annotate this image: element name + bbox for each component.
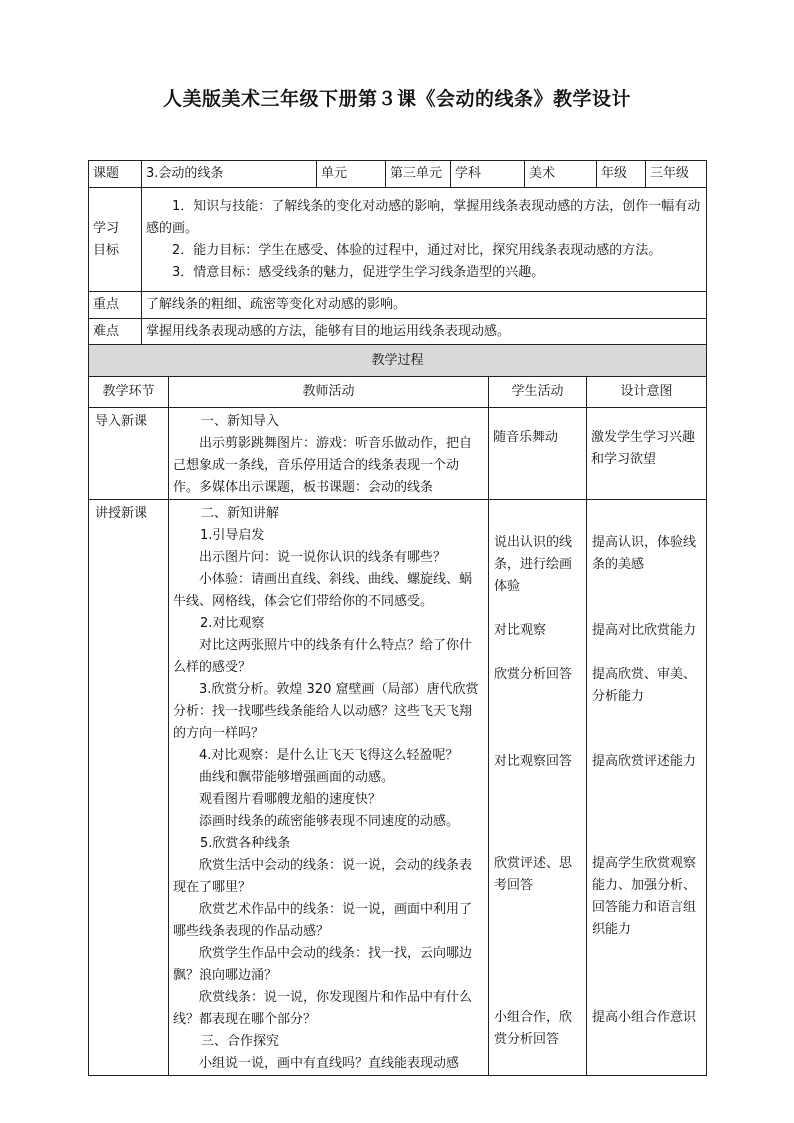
topic-label: 课题 [89,161,142,188]
design-purpose: 提高学生欣赏观察能力、加强分析、回答能力和语言组织能力 [592,856,697,937]
design-purpose: 提高欣赏评述能力 [592,754,697,769]
student-intro: 随音乐舞动 [489,408,587,500]
student-activity: 说出认识的线条，进行绘画体验 [494,535,573,594]
unit-label: 单元 [317,161,386,188]
grade-label: 年级 [597,161,646,188]
column-header-student: 学生活动 [489,377,587,408]
teacher-intro: 一、新知导入 出示剪影跳舞图片：游戏：听音乐做动作，把自己想象成一条线，音乐停用适合的线条表现一个动作。多媒体出示课题，板书课题：会动的线条 [169,408,489,500]
objective-item: 1．知识与技能：了解线条的变化对动感的影响，掌握用线条表现动感的方法，创作一幅有动感的画。 [146,198,701,236]
topic-value: 3.会动的线条 [142,161,317,188]
subject-label: 学科 [451,161,525,188]
page-title: 人美版美术三年级下册第３课《会动的线条》教学设计 [162,88,631,110]
purpose-new [587,500,707,1076]
design-purpose: 提高小组合作意识 [592,1010,697,1025]
objectives-cell [142,188,707,292]
process-heading: 教学过程 [89,345,707,377]
difficulty-text: 掌握用线条表现动感的方法，能够有目的地运用线条表现动感。 [142,319,707,345]
subject-value: 美术 [525,161,597,188]
column-header-teacher: 教师活动 [169,377,489,408]
key-point-text: 了解线条的粗细、疏密等变化对动感的影响。 [142,292,707,319]
column-header-stage: 教学环节 [89,377,169,408]
design-purpose: 提高对比欣赏能力 [592,623,697,638]
stage-new: 讲授新课 [89,500,169,1076]
student-activity: 欣赏分析回答 [494,667,573,682]
column-header-purpose: 设计意图 [587,377,707,408]
unit-value: 第三单元 [386,161,451,188]
design-purpose: 提高认识，体验线条的美感 [592,535,697,572]
difficulty-label: 难点 [89,319,142,345]
process-table [88,344,707,1076]
student-activity: 欣赏评述、思考回答 [494,856,573,893]
objective-item: 2．能力目标：学生在感受、体验的过程中，通过对比，探究用线条表现动感的方法。 [172,242,662,258]
objective-item: 3．情意目标：感受线条的魅力，促进学生学习线条造型的兴趣。 [172,264,545,280]
student-activity: 对比观察回答 [494,754,573,769]
teacher-new: 二、新知讲解 1.引导启发 出示图片问：说一说你认识的线条有哪些？ 小体验：请画出直线、斜线、曲线、螺旋线、蜗牛线、网格线，体会它们带给你的不同感受。 2.对比观察 对比这两张照片中的线条有什么特点？给了你什么样的感受？ 3.欣赏分析。敦煌 320 窟壁画（局部）唐代欣赏分析：找一找哪些线条能给人以动感？这些飞天飞翔的方向一样吗？ 4.对比观察：是什么让飞天飞得这么轻盈呢？ 曲线和飘带能够增强画面的动感。 观看图片看哪艘龙船的速度快？ 添画时线条的疏密能够表现不同速度的动感。 5.欣赏各种线条 欣赏生活中会动的线条：说一说，会动的线条表现在了哪里？ 欣赏艺术作品中的线条：说一说，画面中利用了哪些线条表现的作品动感？ 欣赏学生作品中会动的线条：找一找，云向哪边飘？浪向哪边涌？ 欣赏线条：说一说，你发现图片和作品中有什么线？都表现在哪个部分？ 三、合作探究 小组说一说，画中有直线吗？直线能表现动感 [169,500,489,1076]
objectives-label: 学习 目标 [89,188,142,292]
grade-value: 三年级 [646,161,707,188]
info-table [88,160,707,345]
design-purpose: 提高欣赏、审美、分析能力 [592,667,697,704]
student-new [489,500,587,1076]
purpose-intro: 激发学生学习兴趣和学习欲望 [587,408,707,500]
student-activity: 小组合作，欣赏分析回答 [494,1010,573,1047]
student-activity: 对比观察 [494,623,547,638]
key-point-label: 重点 [89,292,142,319]
stage-intro: 导入新课 [89,408,169,500]
